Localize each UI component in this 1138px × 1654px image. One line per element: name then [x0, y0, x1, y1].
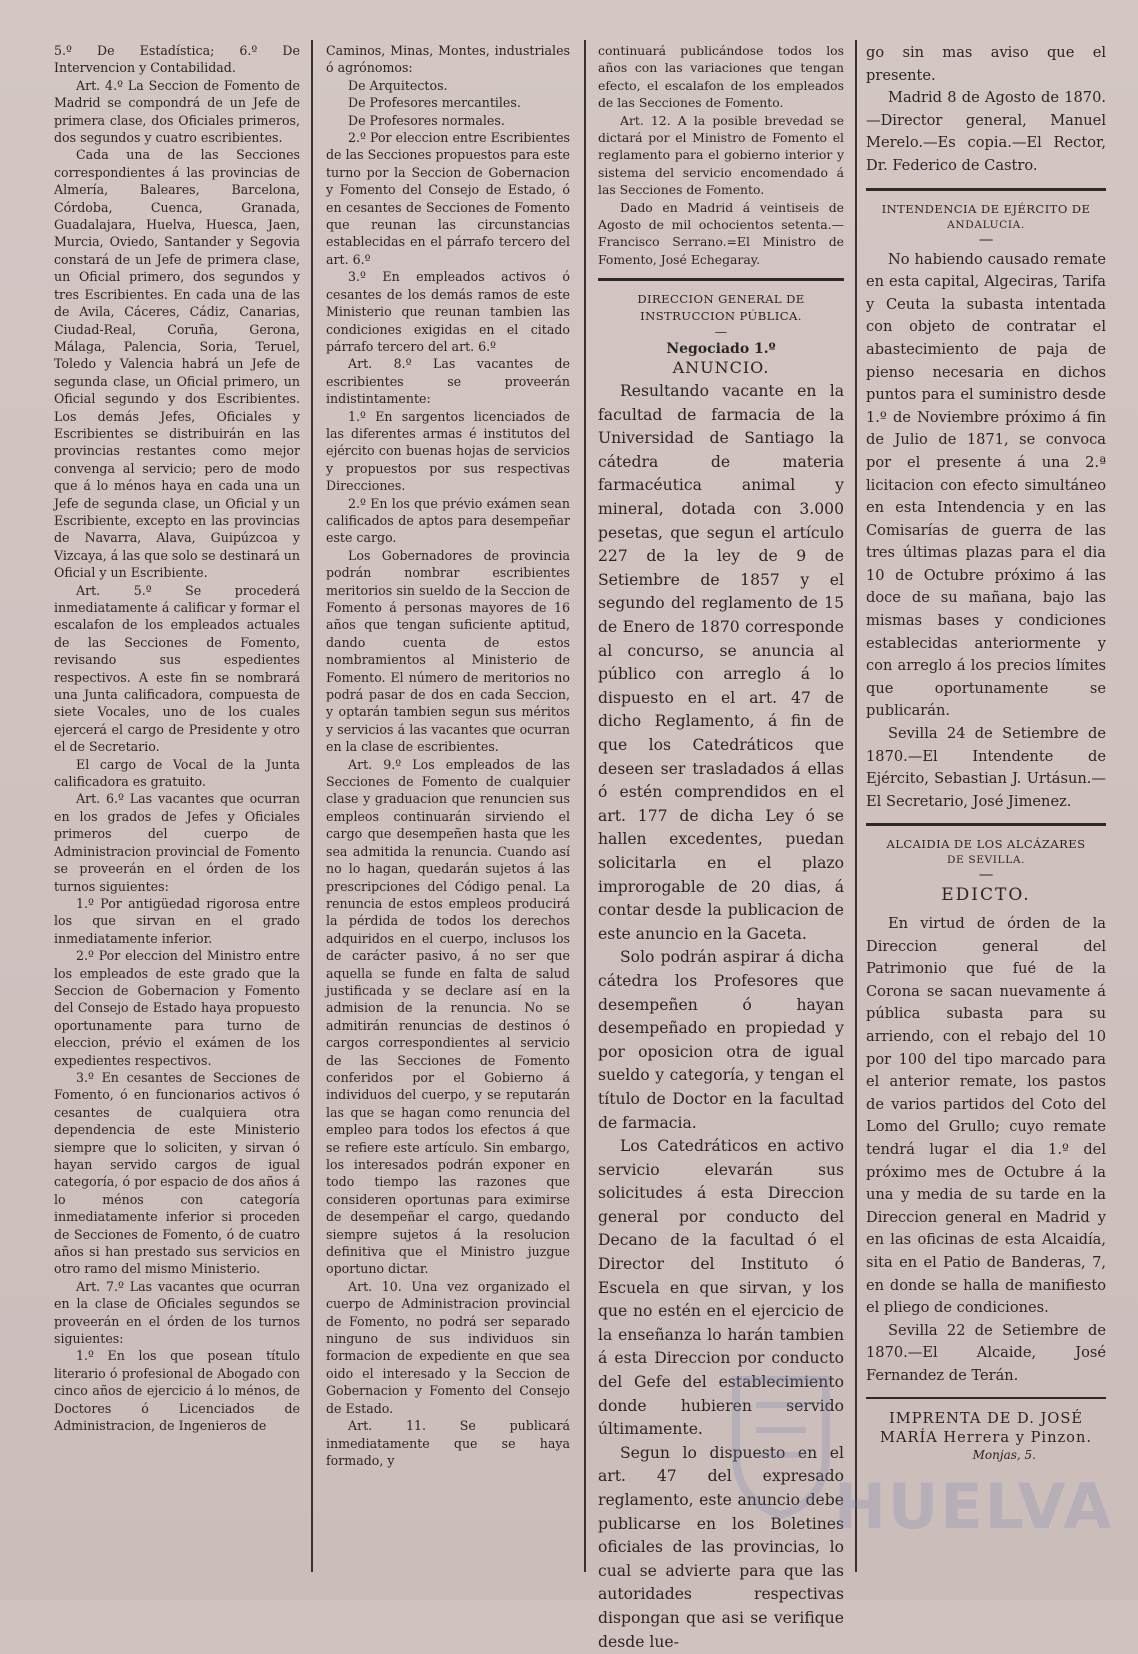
column-1	[54, 42, 300, 1570]
watermark-text: HUELVA	[834, 1470, 1114, 1543]
column-divider	[855, 40, 857, 1572]
paragraph: En virtud de órden de la Direccion general del Patrimonio que fué de la Corona se sacan nuevamente á pública subasta para su arriendo, con el rebajo del 10 por 100 del tipo marcado para el anterior remate, los pastos de varios partidos del Coto del Lomo del Grullo; cuyo remate tendrá lugar el dia 1.º del próximo mes de Octubre á la una y media de su tarde en la Direccion general en Madrid y en las oficinas de esta Alcaidía, sita en el Patio de Banderas, 7, en donde se halla de manifiesto el pliego de condiciones.	[866, 915, 1106, 1317]
paragraph: 2.º Por eleccion del Ministro entre los empleados de este grado que la Seccion de Gobernacion y Fomento del Consejo de Estado haya propuesto oportunamente para turno de eleccion, prévio el exámen de los expedientes respectivos.	[54, 948, 300, 1068]
paragraph: Sevilla 22 de Setiembre de 1870.—El Alcaide, José Fernandez de Terán.	[866, 1321, 1106, 1384]
paragraph: No habiendo causado remate en esta capital, Algeciras, Tarifa y Ceuta la subasta intentada con objeto de contratar el abastecimiento de paja de pienso necesaria en dichos puntos para el suministro desde 1.º de Noviembre próximo á fin de Julio de 1871, se convoca por el presente á una 2.ª licitacion con efecto simultáneo en esta Intendencia y en las Comisarías de guerra de las tres últimas plazas para el dia 10 de Octubre próximo á las doce de su mañana, bajo las mismas bases y condiciones establecidas anteriormente y con arreglo á los precios límites que oportunamente se publicarán.	[866, 250, 1106, 720]
section-heading: DIRECCION GENERAL DE INSTRUCCION PÚBLICA.	[637, 292, 805, 324]
anuncio-title: ANUNCIO.	[672, 357, 770, 377]
edicto-title: EDICTO.	[941, 885, 1031, 906]
paragraph: Cada una de las Secciones correspondientes á las provincias de Almería, Baleares, Barcelona, Córdoba, Cuenca, Granada, Guadalajara, Huelva, Huesca, Jaen, Murcia, Oviedo, Santander y Segovia constará de un Jefe de primera clase, un Oficial primero, dos segundos y tres Escribientes. En cada una de las de Avila, Cáceres, Cádiz, Canarias, Ciudad-Real, Coruña, Gerona, Málaga, Palencia, Soria, Teruel, Toledo y Valencia habrá un Jefe de segunda clase, un Oficial primero, un Oficial segundo y dos Escribientes. Los demás Jefes, Oficiales y Escribientes se distribuirán en las provincias restantes como mejor convenga al servicio; pero de modo que á lo ménos haya en cada una un Jefe de segunda clase, un Oficial y un Escribiente, excepto en las provincias de Navarra, Alava, Guipúzcoa y Vizcaya, á las que solo se destinará un Oficial y un Escribiente.	[54, 147, 300, 581]
paragraph: Art. 11. Se publicará inmediatamente que se haya formado, y	[326, 1418, 570, 1468]
paragraph: Segun lo dispuesto en el art. 47 del expresado reglamento, este anuncio debe publicarse en los Boletines oficiales de las provincias, lo cual se advierte para que las autoridades respectivas dispongan que asi se verifique desde lue-	[598, 1443, 844, 1651]
imprint-line: IMPRENTA DE D. JOSÉ MARÍA Herrera y Pinzon.	[880, 1410, 1092, 1447]
separator: —	[714, 324, 728, 340]
paragraph: 1.º En los que posean título literario ó profesional de Abogado con cinco años de ejercicio á lo ménos, de Doctores ó Licenciados de Administracion, de Ingenieros de	[54, 1348, 300, 1434]
section-heading: INTENDENCIA DE EJÉRCITO DE	[881, 201, 1091, 216]
paragraph: De Profesores mercantiles.	[348, 95, 521, 111]
paragraph: 2.º Por eleccion entre Escribientes de las Secciones propuestos para este turno por la Seccion de Gobernacion y Fomento del Consejo de Estado, ó en cesantes de Secciones de Fomento que reunan las circunstancias establecidas en el párrafo tercero del art. 6.º	[326, 130, 570, 267]
paragraph: Art. 5.º Se procederá inmediatamente á calificar y formar el escalafon de los empleados actuales de las Secciones de Fomento, revisando sus espedientes respectivos. A este fin se nombrará una Junta calificadora, compuesta de siete Vocales, uno de los cuales ejercerá el cargo de Presidente y otro el de Secretario.	[54, 582, 300, 755]
paragraph: Art. 6.º Las vacantes que ocurran en los grados de Jefes y Oficiales primeros del cuerpo de Administracion provincial de Fomento se proveerán en el órden de los turnos siguientes:	[54, 791, 300, 894]
paragraph: Dado en Madrid á veintiseis de Agosto de mil ochocientos setenta.—Francisco Serrano.=El Ministro de Fomento, José Echegaray.	[598, 199, 844, 267]
paragraph: go sin mas aviso que el presente.	[866, 44, 1106, 84]
paragraph: Art. 7.º Las vacantes que ocurran en la clase de Oficiales segundos se proveerán en el órden de los turnos siguientes:	[54, 1278, 300, 1347]
paragraph: Caminos, Minas, Montes, industriales ó agrónomos:	[326, 43, 570, 76]
section-subheading: ANDALUCIA.	[947, 218, 1025, 231]
paragraph: Resultando vacante en la facultad de farmacia de la Universidad de Santiago la cátedra de materia farmacéutica animal y mineral, dotada con 3.000 pesetas, que segun el artículo 227 de la ley de 9 de Setiembre de 1857 y el segundo del reglamento de 15 de Enero de 1870 corresponde al concurso, se anuncia al público con arreglo á lo dispuesto en el art. 47 de dicho Reglamento, á fin de que los Catedráticos que deseen ser trasladados á ellas ó estén comprendidos en el art. 177 de dicha Ley ó se hallen excedentes, puedan solicitarla en el plazo improrogable de 20 dias, á contar desde la publicacion de este anuncio en la Gaceta.	[598, 382, 844, 943]
section-rule	[866, 1397, 1106, 1399]
column-4	[866, 42, 1106, 1570]
column-2	[326, 42, 570, 1570]
paragraph: Los Catedráticos en activo servicio elevarán sus solicitudes á esta Direccion general por conducto del Decano de la facultad ó el Director del Instituto ó Escuela en que sirvan, y los que no estén en el ejercicio de la enseñanza lo harán tambien á esta Direccion por conducto del Gefe del establecimiento donde hubieren servido últimamente.	[598, 1137, 844, 1439]
paragraph: Art. 8.º Las vacantes de escribientes se proveerán indistintamente:	[326, 356, 570, 407]
column-divider	[311, 40, 313, 1572]
paragraph: Art. 4.º La Seccion de Fomento de Madrid se compondrá de un Jefe de primera clase, dos Oficiales primeros, dos segundos y cuatro escribientes.	[54, 77, 300, 146]
paragraph: 3.º En empleados activos ó cesantes de los demás ramos de este Ministerio que reunan tambien las condiciones exigidas en el citado párrafo tercero del art. 6.º	[326, 269, 570, 354]
paragraph: El cargo de Vocal de la Junta calificadora es gratuito.	[54, 756, 300, 790]
paragraph: 5.º De Estadística; 6.º De Intervencion y Contabilidad.	[54, 43, 300, 76]
paragraph: Los Gobernadores de provincia podrán nombrar escribientes meritorios sin sueldo de la Seccion de Fomento á personas mayores de 16 años que tengan suficiente aptitud, dando cuenta de estos nombramientos al Ministerio de Fomento. El número de meritorios no podrá pasar de dos en cada Seccion, y optarán tambien segun sus méritos y servicios á las vacantes que ocurran en la clase de escribientes.	[326, 547, 570, 755]
paragraph: continuará publicándose todos los años con las variaciones que tengan efecto, el escalafon de los empleados de las Secciones de Fomento.	[598, 43, 844, 111]
section-subheading: DE SEVILLA.	[946, 854, 1026, 867]
separator: —	[978, 866, 994, 884]
column-divider	[584, 40, 586, 1572]
paragraph: 2.º En los que prévio exámen sean calificados de aptos para desempeñar este cargo.	[326, 495, 570, 546]
section-rule	[598, 278, 844, 281]
paragraph: Sevilla 24 de Setiembre de 1870.—El Intendente de Ejército, Sebastian J. Urtásun.—El Secretario, José Jimenez.	[866, 725, 1106, 810]
section-rule	[866, 188, 1106, 191]
paragraph: Solo podrán aspirar á dicha cátedra los Profesores que desempeñen ó hayan desempeñado en propiedad y por oposicion otra de igual sueldo y categoría, y tengan el título de Doctor en la facultad de farmacia.	[598, 948, 844, 1132]
section-heading: ALCAIDIA DE LOS ALCÁZARES	[886, 837, 1086, 852]
paragraph: Art. 12. A la posible brevedad se dictará por el Ministro de Fomento el reglamento para el gobierno interior y sistema del servicio encomendado á las Secciones de Fomento.	[598, 112, 844, 198]
column-3	[598, 42, 844, 1651]
paragraph: Art. 9.º Los empleados de las Secciones de Fomento de cualquier clase y graduacion que renuncien sus empleos continuarán sirviendo el cargo que desempeñen hasta que les sea admitida la renuncia. Cuando así no lo hagan, quedarán sujetos á las prescripciones del Código penal. La renuncia de estos empleos producirá la pérdida de todos los derechos adquiridos en el cuerpo, inclusos los de carácter pasivo, á no ser que aquella se funde en falta de salud justificada y se declare así en la admision de la renuncia. No se admitirán renuncias de destinos ó cargos correspondientes al servicio de las Secciones de Fomento conferidos por el Gobierno á individuos del cuerpo, y se reputarán las que se hagan como renuncia del empleo para todos los efectos á que se refiere este artículo. Sin embargo, los interesados podrán exponer en todo tiempo las razones que consideren oportunas para eximirse de desempeñar el cargo, quedando siempre sujetos á la resolucion definitiva que el Ministro juzgue oportuno dictar.	[326, 756, 570, 1277]
paragraph: De Arquitectos.	[348, 77, 448, 93]
separator: —	[978, 230, 994, 248]
paragraph: De Profesores normales.	[348, 112, 505, 128]
paragraph: 3.º En cesantes de Secciones de Fomento, ó en funcionarios activos ó cesantes de cualquiera otra dependencia de este Ministerio siempre que lo soliciten, y sirvan ó hayan servido cargos de igual categoría, ó por espacio de dos años á lo ménos con categoría inmediatamente inferior si proceden de Secciones de Fomento, ó de cuatro años si han prestado sus servicios en otro ramo del mismo Ministerio.	[54, 1069, 300, 1277]
paragraph: 1.º En sargentos licenciados de las diferentes armas é institutos del ejército con buenas hojas de servicios y propuestos por sus respectivas Direcciones.	[326, 408, 570, 494]
negociado-label: Negociado 1.º	[666, 341, 776, 358]
paragraph: Madrid 8 de Agosto de 1870.—Director general, Manuel Merelo.—Es copia.—El Rector, Dr. Federico de Castro.	[866, 89, 1106, 174]
paragraph: 1.º Por antigüedad rigorosa entre los que sirvan en el grado inmediatamente inferior.	[54, 895, 300, 946]
paragraph: Art. 10. Una vez organizado el cuerpo de Administracion provincial de Fomento, no podrá ser separado ninguno de sus individuos sin formacion de expediente en que sea oido el interesado y la Seccion de Gobernacion y Fomento del Consejo de Estado.	[326, 1278, 570, 1416]
imprint-address: Monjas, 5.	[972, 1448, 1036, 1463]
section-rule	[866, 823, 1106, 826]
